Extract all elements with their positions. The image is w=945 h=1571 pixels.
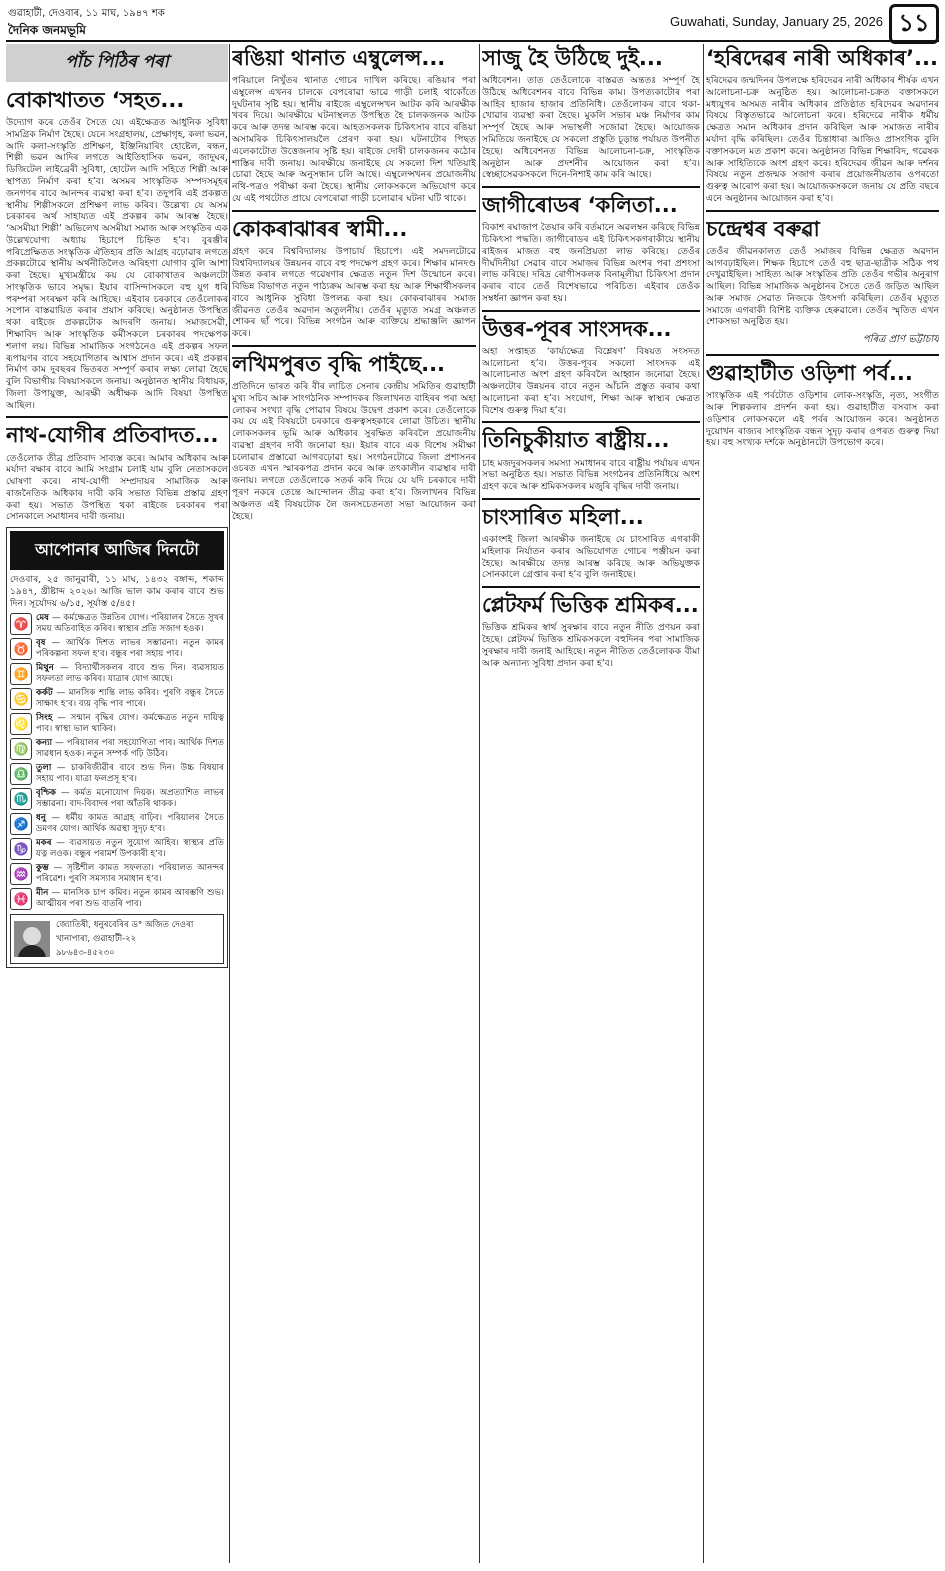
article-body: সাংস্কৃতিক এই পৰ্বটোত ওড়িশাৰ লোক-সংস্কৃতি, নৃত্য, সংগীত আৰু শিল্পকলাৰ প্ৰদৰ্শন কৰা হয়। গুৱাহাটীত বসবাস কৰা ওড়িশাৰ লোকসকলে এই পৰ্বৰ আয়োজন কৰে। অনুষ্ঠানত দুয়োখন ৰাজ্যৰ সাংস্কৃতিক বন্ধন সুদৃঢ় কৰাৰ ওপৰত গুৰুত্ব দিয়া হয়। বহু সংখ্যক দৰ্শকে অনুষ্ঠানটো উপভোগ কৰে। — [706, 390, 939, 449]
separator — [482, 310, 700, 312]
rashi-item: ♎ তুলা — চাকৰিজীৱীৰ বাবে শুভ দিন। উচ্চ বিষয়াৰ সহায় পাব। যাত্ৰা ফলপ্ৰসূ হ’ব। — [10, 763, 224, 785]
separator — [706, 354, 939, 356]
separator — [706, 210, 939, 212]
rashi-text: সন্মান বৃদ্ধিৰ যোগ। কৰ্মক্ষেত্ৰত নতুন দায়িত্ব পাব। স্বাস্থ্য ভাল থাকিব। — [36, 713, 224, 734]
zodiac-icon: ♌ — [10, 713, 32, 735]
rashi-name: ধনু — [36, 813, 46, 824]
article-headline: গুৱাহাটীত ওড়িশা পৰ্ব... — [706, 361, 913, 386]
zodiac-icon: ♏ — [10, 788, 32, 810]
article-body: তেওঁৰ জীৱনকালত তেওঁ সমাজৰ বিভিন্ন ক্ষেত্ৰত অৱদান আগবঢ়াইছিল। শিক্ষক হিচাপে তেওঁ বহু ছাত্ৰ-ছাত্ৰীক সঠিক পথ দেখুৱাইছিল। সাহিত্য আৰু সংস্কৃতিৰ প্ৰতি তেওঁৰ গভীৰ অনুৰাগ আছিল। বিভিন্ন সামাজিক অনুষ্ঠানৰ সৈতে তেওঁ জড়িত আছিল আৰু সমাজ সেৱাত নিজকে উৎসৰ্গা কৰিছিল। তেওঁৰ মৃত্যুত সমাজে এগৰাকী বিশিষ্ট ব্যক্তিক হেৰুৱালে। তেওঁৰ স্মৃতিত এখন শোকসভা অনুষ্ঠিত হয়। — [706, 245, 939, 328]
zodiac-icon: ♉ — [10, 638, 32, 660]
zodiac-icon: ♋ — [10, 688, 32, 710]
rashi-text: মানসিক চাপ কমিব। নতুন কামৰ আৰম্ভণি শুভ। আত্মীয়ৰ পৰা শুভ বাতৰি পাব। — [36, 888, 224, 909]
header-date-left: গুৱাহাটী, দেওবাৰ, ১১ মাঘ, ১৯৪৭ শক — [8, 8, 165, 19]
separator — [482, 498, 700, 500]
rashi-text: চাকৰিজীৱীৰ বাবে শুভ দিন। উচ্চ বিষয়াৰ সহায় পাব। যাত্ৰা ফলপ্ৰসূ হ’ব। — [36, 763, 224, 784]
separator — [232, 345, 476, 347]
rashi-text: আৰ্থিক দিশত লাভৰ সম্ভাৱনা। নতুন কামৰ পৰিকল্পনা সফল হ’ব। বন্ধুৰ পৰা সহায় পাব। — [36, 638, 224, 659]
article-headline: বোকাখাতত ‘সহত... — [6, 88, 185, 112]
article-body: প্ৰতিদিনে ভাৰত কৰি বীৰ লাচিত সেনাৰ কেন্দ্ৰীয় সমিতিৰ গুৱাহাটী মুখ্য সচিব আৰু সাংগঠনিক সম্পাদকৰ জিলাখনত বাহিৰৰ পৰা অহা লোকৰ সংখ্যা বৃদ্ধি পোৱাৰ বিষয়ে উদ্বেগ প্ৰকাশ কৰে। তেওঁলোকে কয় যে এই বিষয়টো চৰকাৰে গুৰুত্বসহকাৰে লোৱা উচিত। স্থানীয় লোকসকলৰ ভূমি আৰু অধিকাৰ সুৰক্ষিত কৰিবলৈ প্ৰয়োজনীয় ব্যৱস্থা গ্ৰহণৰ দাবী জনোৱা হয়। ইয়াৰ বাবে এক বিশেষ সমীক্ষা চলোৱাৰ প্ৰস্তাৱো আগবঢ়োৱা হয়। সংগঠনটোৱে জিলা প্ৰশাসনৰ ওচৰত এখন স্মাৰকপত্ৰ প্ৰদান কৰে আৰু তৎকালীন ব্যৱস্থাৰ দাবী জনায়। লগতে তেওঁলোকে সতৰ্ক কৰি দিয়ে যে যদি চৰকাৰে দাবী পূৰণ নকৰে তেন্তে আন্দোলন তীব্ৰ কৰা হ’ব। জিলাখনৰ বিভিন্ন অঞ্চলত এই বিষয়টোক লৈ জনসচেতনতা সভা আয়োজন কৰা হৈছে। — [232, 381, 476, 522]
article-body: উদ্যোগ কৰে তেওঁৰ সৈতে যে। এইক্ষেত্ৰত আধুনিক সুবিধা সামগ্ৰিক নিৰ্মাণ হৈছে। যেনে সংগ্ৰহালয়, প্ৰেক্ষাগৃহ, কলা ভৱন, আদি কলা-সংস্কৃতি প্ৰশিক্ষণ, ইঞ্জিনিয়াৰিং হোষ্টেল, ৰন্ধন, শিল্পী ভৱন আদিৰ লগতে আইতিহাসিক ভৱন, জাদুঘৰ, ডিজিটেল লাইব্ৰেৰী সুবিধা, হোটেল আদি সহিতে শিল্পী আৰু স্থাপত্য নিৰ্মাণ কৰা হ’ব। অসমৰ সাংস্কৃতিক সম্পদসমূহৰ জনগণৰ বাবে আনন্দৰ ব্যৱস্থা কৰা হ’ব। তদুপৰি এই প্ৰকল্পত স্থানীয় শিল্পীসকলে প্ৰশিক্ষণ লাভ কৰিব। উল্লেখ্য যে অসম চৰকাৰৰ অৰ্থ সাহায্যত এই প্ৰকল্পৰ কাম আৰম্ভ হৈছে। ‘অসমীয়া শিল্পী’ অভিলেখ অসমীয়া সমাজ আৰু সংস্কৃতিৰ এক উল্লেখযোগ্য অধ্যায় হিচাপে চিহ্নিত হ’ব। বুৰঞ্জীৰ পৰিপ্ৰেক্ষিতত সংস্কৃতিক ঐতিহ্যৰ প্ৰতি আগ্ৰহ বঢ়োৱাৰ লগতে প্ৰকল্পটোৱে স্থানীয় অৰ্থনীতিলৈও অৰিহণা যোগাব বুলি আশা কৰা হৈছে। মুখ্যমন্ত্ৰীয়ে কয় যে বোকাখাতৰ অঞ্চলটো সাংস্কৃতিক ভাবে সমৃদ্ধ। ইয়াৰ বাসিন্দাসকলে বহু যুগ ধৰি পৰম্পৰা সংৰক্ষণ কৰি আহিছে। এইবাৰ চৰকাৰে তেওঁলোকৰ সপোন বাস্তৱায়িত কৰাৰ প্ৰয়াস কৰিছে। অনুষ্ঠানত উপস্থিত থকা ৰাইজে প্ৰকল্পটোক আদৰণি জনায়। সমাজসেৱী, শিক্ষাবিদ আৰু সাংস্কৃতিক কৰ্মীসকলে চৰকাৰৰ পদক্ষেপক শলাগ লয়। বিভিন্ন সামাজিক সংগঠনেও এই প্ৰকল্পৰ সফল ৰূপায়ণৰ বাবে সহযোগিতাৰ আশ্বাস প্ৰদান কৰে। এই প্ৰকল্পৰ নিৰ্মাণ কাম দুবছৰৰ ভিতৰত সম্পূৰ্ণ কৰাৰ লক্ষ্য লোৱা হৈছে বুলি বিভাগীয় বিষয়াসকলে জনায়। অনুষ্ঠানত স্থানীয় বিধায়ক, জিলা উপায়ুক্ত, আৰক্ষী অধীক্ষক আদি বিষয়া উপস্থিত আছিল। — [6, 117, 228, 411]
column-4 — [706, 44, 939, 1563]
rashi-item: ♈ মেষ — কৰ্মক্ষেত্ৰত উন্নতিৰ যোগ। পৰিয়ালৰ সৈতে সুখৰ সময় অতিবাহিত কৰিব। স্বাস্থ্যৰ প্ৰতি সজাগ হওক। — [10, 613, 224, 635]
article-headline: কোকৰাঝাৰৰ স্বামী... — [232, 216, 408, 241]
header-rule — [6, 40, 939, 42]
article-body: পৰিয়ালে নিখুঁতৰ থানাত গোচৰ দাখিল কৰিছে। ৰঙিয়াৰ পৰা এম্বুলেন্স এখনৰ চালকে বেপৰোৱা ভাৱে গাড়ী চলাই থাকোঁতে দুৰ্ঘটনাৰ সৃষ্টি হয়। স্থানীয় ৰাইজে এম্বুলেন্সখন আটক কৰি আৰক্ষীক খবৰ দিয়ে। আৰক্ষীয়ে ঘটনাস্থলত উপস্থিত হৈ চালকজনক আটক কৰে আৰু তদন্ত আৰম্ভ কৰে। আহতসকলক চিকিৎসাৰ বাবে ৰঙিয়া অসামৰিক চিকিৎসালয়লৈ প্ৰেৰণ কৰা হয়। ঘটনাটোৰ পিছত এলেকাটোত উত্তেজনাৰ সৃষ্টি হয়। ৰাইজে দোষী চালকজনৰ কঠোৰ শাস্তিৰ দাবী জনায়। আৰক্ষীয়ে জনাইছে যে সকলো দিশ খতিয়াই চোৱা হৈছে আৰু অনুসন্ধান চলি আছে। এম্বুলেন্সখনৰ প্ৰয়োজনীয় নথি-পত্ৰও পৰীক্ষা কৰা হৈছে। স্থানীয় লোকসকলে অভিযোগ কৰে যে এই পথটোত প্ৰায়ে বেপৰোৱা গাড়ী চলোৱাৰ ঘটনা ঘটি থাকে। — [232, 75, 476, 204]
paper-name: দৈনিক জনমভূমি — [8, 23, 86, 37]
rashi-item: ♊ মিথুন — বিদ্যাৰ্থীসকলৰ বাবে শুভ দিন। ব্যৱসায়ত সফলতা লাভ কৰিব। যাত্ৰাৰ যোগ আছে। — [10, 663, 224, 685]
header-date-right: Guwahati, Sunday, January 25, 2026 — [670, 14, 883, 29]
article-body: ভিত্তিক শ্ৰমিকৰ স্বাৰ্থ সুৰক্ষাৰ বাবে নতুন নীতি প্ৰণয়ন কৰা হৈছে। প্লেটফৰ্ম ভিত্তিক শ্ৰমিকসকলে বহুদিনৰ পৰা সামাজিক সুৰক্ষাৰ দাবী জনাই আহিছে। নতুন নীতিত তেওঁলোকক বীমা আৰু অন্যান্য সুবিধা প্ৰদান কৰা হ’ব। — [482, 622, 700, 669]
article-author: পৰিত্ৰ প্ৰাণ ভট্টাচাৰ্য — [862, 334, 939, 346]
article-headline: চাংসাৰিত মহিলা... — [482, 504, 644, 529]
article-headline: সাজু হৈ উঠিছে দুই... — [482, 46, 663, 70]
zodiac-icon: ♒ — [10, 863, 32, 885]
astrologer-box — [10, 914, 224, 964]
article-headline: জাগীৰোডৰ ‘কলিতা... — [482, 193, 678, 218]
rashi-item: ♍ কন্যা — পৰিয়ালৰ পৰা সহযোগিতা পাব। আৰ্থিক দিশত সাৱধান হওক। নতুন সম্পৰ্ক গঢ়ি উঠিব। — [10, 738, 224, 760]
article-headline: চন্দ্ৰেশ্বৰ বৰুৱা — [706, 216, 820, 241]
rashi-name: মিথুন — [36, 663, 54, 674]
separator — [482, 421, 700, 423]
zodiac-icon: ♊ — [10, 663, 32, 685]
article-headline: তিনিচুকীয়াত ৰাষ্ট্ৰীয়... — [482, 428, 670, 453]
rashi-text: ধৰ্মীয় কামত আগ্ৰহ বাঢ়িব। পৰিয়ালৰ সৈতে ভ্ৰমণৰ যোগ। আৰ্থিক অৱস্থা সুদৃঢ় হ’ব। — [36, 813, 224, 834]
separator — [232, 210, 476, 212]
rashi-text: কৰ্মত মনোযোগ দিয়ক। অপ্ৰত্যাশিত লাভৰ সম্ভাৱনা। বাদ-বিবাদৰ পৰা আঁতৰি থাকক। — [36, 788, 224, 809]
rashi-item: ♒ কুম্ভ — সৃষ্টিশীল কামত সফলতা। পৰিয়ালত আনন্দৰ পৰিৱেশ। পুৰণি সমস্যাৰ সমাধান হ’ব। — [10, 863, 224, 885]
article-body: অহা সপ্তাহত ‘কাৰ্য্যক্ষেত্ৰ বিশ্লেষণ’ বিষয়ত সংসদত আলোচনা হ’ব। উত্তৰ-পূবৰ সকলো সাংসদক এই আলোচনাত অংশ গ্ৰহণ কৰিবলৈ আহ্বান জনোৱা হৈছে। অঞ্চলটোৰ উন্নয়নৰ বাবে নতুন আঁচনি প্ৰস্তুত কৰাৰ কথা আলোচনা কৰা হ’ব। সংযোগ, শিক্ষা আৰু স্বাস্থ্যৰ ক্ষেত্ৰত বিশেষ গুৰুত্ব দিয়া হ’ব। — [482, 345, 700, 416]
zodiac-icon: ♍ — [10, 738, 32, 760]
rashi-name: সিংহ — [36, 713, 53, 724]
rashi-name: বৃষ — [36, 638, 46, 649]
rashi-text: পৰিয়ালৰ পৰা সহযোগিতা পাব। আৰ্থিক দিশত সাৱধান হওক। নতুন সম্পৰ্ক গঢ়ি উঠিব। — [36, 738, 224, 759]
separator — [6, 416, 228, 418]
column-divider — [703, 44, 704, 1563]
rashi-item: ♓ মীন — মানসিক চাপ কমিব। নতুন কামৰ আৰম্ভণি শুভ। আত্মীয়ৰ পৰা শুভ বাতৰি পাব। — [10, 888, 224, 910]
column-2 — [232, 44, 476, 1563]
article-body: একাংশই জিলা আৰক্ষীক জনাইছে যে চাংসাৰিত এগৰাকী মহিলাক নিৰ্যাতন কৰাৰ অভিযোগত গোচৰ পঞ্জীয়ন কৰা হৈছে। আৰক্ষীয়ে তদন্ত আৰম্ভ কৰিছে আৰু অভিযুক্তক সোনকালে গ্ৰেপ্তাৰ কৰা হ’ব বুলি জনাইছে। — [482, 534, 700, 581]
rashi-name: বৃশ্চিক — [36, 788, 57, 799]
article-body: হৰিদেৱৰ জন্মদিনৰ উপলক্ষে হৰিদেৱৰ নাৰী অধিকাৰ শীৰ্ষক এখন আলোচনা-চক্ৰ অনুষ্ঠিত হয়। আলোচনা-চক্ৰত বক্তাসকলে মধ্যযুগৰ অসমত নাৰীৰ অধিকাৰ প্ৰতিষ্ঠাত হৰিদেৱৰ অৱদানৰ বিষয়ে বিস্তৃতভাৱে আলোচনা কৰে। হৰিদেৱে নাৰীক ধৰ্মীয় ক্ষেত্ৰত সমান অধিকাৰ প্ৰদান কৰিছিল আৰু সমাজত নাৰীৰ মৰ্যাদা বৃদ্ধি কৰিছিল। তেওঁৰ চিন্তাধাৰা আজিও প্ৰাসংগিক বুলি বক্তাসকলে মত প্ৰকাশ কৰে। অনুষ্ঠানত বিভিন্ন শিক্ষাবিদ, গৱেষক আৰু সাহিত্যিকে অংশ গ্ৰহণ কৰে। হৰিদেৱৰ জীৱন আৰু দৰ্শনৰ বিষয়ে নতুন প্ৰজন্মক সজাগ কৰাৰ প্ৰয়োজনীয়তাৰ ওপৰতো গুৰুত্ব আৰোপ কৰা হয়। আয়োজকসকলে জনায় যে প্ৰতি বছৰে এনে অনুষ্ঠানৰ আয়োজন কৰা হ’ব। — [706, 75, 939, 204]
rashi-name: কৰ্কট — [36, 688, 53, 699]
column-3 — [482, 44, 700, 1563]
astrologer-name: জ্যোতিষী, ধনুৰবেৰিৰ ড° অজিত দেওৰা — [56, 920, 194, 931]
article-headline: নাথ-যোগীৰ প্ৰতিবাদত... — [6, 423, 219, 448]
rashi-item: ♋ কৰ্কট — মানসিক শান্তি লাভ কৰিব। পুৰণি বন্ধুৰ সৈতে সাক্ষাৎ হ’ব। ব্যয় বৃদ্ধি পাব পাৰে। — [10, 688, 224, 710]
zodiac-icon: ♎ — [10, 763, 32, 785]
article-headline: ৰঙিয়া থানাত এম্বুলেন্স... — [232, 46, 446, 70]
zodiac-icon: ♓ — [10, 888, 32, 910]
rashi-name: মেষ — [36, 613, 49, 624]
article-headline: ‘হৰিদেৱৰ নাৰী অধিকাৰ’... — [706, 46, 938, 70]
article-body: অধিবেশন। তাত তেওঁলোকে বাস্তৱত অন্ততঃ সম্পূৰ্ণ হৈ উঠিছে অধিবেশনৰ বাবে বিভিন্ন কাম। উপত্যকাটোৰ পৰা আহিব হাজাৰ হাজাৰ প্ৰতিনিধি। তেওঁলোকৰ বাবে থকা-খোৱাৰ ব্যৱস্থা কৰা হৈছে। মুকলি সভাৰ মঞ্চ নিৰ্মাণৰ কাম সম্পূৰ্ণ হৈছে আৰু সভাস্থলী সজোৱা হৈছে। আয়োজক সমিতিয়ে জনাইছে যে সকলো প্ৰস্তুতি চূড়ান্ত পৰ্যায়ত উপনীত হৈছে। অধিবেশনত বিভিন্ন আলোচনা-চক্ৰ, সাংস্কৃতিক অনুষ্ঠান আৰু প্ৰদৰ্শনীৰ আয়োজন কৰা হ’ব। স্বেচ্ছাসেৱকসকলে দিনে-নিশাই কাম কৰি আছে। — [482, 75, 700, 181]
panjika-text: দেওবাৰ, ২৫ জানুৱাৰী, ১১ মাঘ, ১৪৩২ বঙ্গাব্দ, শকাব্দ ১৯৪৭, খ্ৰীষ্টাব্দ ২০২৬। আজি ভাল কাম কৰাৰ বাবে শুভ দিন। সূৰ্যোদয় ৬/১৫, সূৰ্যাস্ত ৫/৪৫। — [10, 574, 224, 609]
horoscope-heading: আপোনাৰ আজিৰ দিনটো — [10, 531, 224, 570]
rashi-item: ♏ বৃশ্চিক — কৰ্মত মনোযোগ দিয়ক। অপ্ৰত্যাশিত লাভৰ সম্ভাৱনা। বাদ-বিবাদৰ পৰা আঁতৰি থাকক। — [10, 788, 224, 810]
rashi-name: কন্যা — [36, 738, 53, 749]
rashi-item: ♑ মকৰ — ব্যৱসায়ত নতুন সুযোগ আহিব। স্বাস্থ্যৰ প্ৰতি যত্ন লওক। বন্ধুৰ পৰামৰ্শ উপকাৰী হ’ব। — [10, 838, 224, 860]
article-headline: উত্তৰ-পূবৰ সাংসদক... — [482, 316, 672, 341]
rashi-item: ♌ সিংহ — সন্মান বৃদ্ধিৰ যোগ। কৰ্মক্ষেত্ৰত নতুন দায়িত্ব পাব। স্বাস্থ্য ভাল থাকিব। — [10, 713, 224, 735]
page-number: ১১ — [889, 4, 939, 44]
separator — [482, 586, 700, 588]
astrologer-photo — [14, 921, 50, 957]
rashi-name: কুম্ভ — [36, 863, 49, 874]
rashi-text: মানসিক শান্তি লাভ কৰিব। পুৰণি বন্ধুৰ সৈতে সাক্ষাৎ হ’ব। ব্যয় বৃদ্ধি পাব পাৰে। — [36, 688, 224, 709]
rashi-text: কৰ্মক্ষেত্ৰত উন্নতিৰ যোগ। পৰিয়ালৰ সৈতে সুখৰ সময় অতিবাহিত কৰিব। স্বাস্থ্যৰ প্ৰতি সজাগ হওক। — [36, 613, 224, 634]
zodiac-icon: ♐ — [10, 813, 32, 835]
astrologer-phone: ৯৮৬৪৩-৪৫২৩০ — [56, 948, 115, 959]
rashi-text: ব্যৱসায়ত নতুন সুযোগ আহিব। স্বাস্থ্যৰ প্ৰতি যত্ন লওক। বন্ধুৰ পৰামৰ্শ উপকাৰী হ’ব। — [36, 838, 224, 859]
rashi-name: মীন — [36, 888, 49, 899]
article-body: বিকাশ ৰঘাজাপ তৈয়াৰ কৰি বৰ্তমানে অৱলম্বন কৰিছে বিভিন্ন চিকিৎসা পদ্ধতি। জাগীৰোডৰ এই চিকিৎসকগৰাকীয়ে স্থানীয় ৰাইজৰ মাজত বহু জনপ্ৰিয়তা লাভ কৰিছে। তেওঁৰ দীৰ্ঘদিনীয়া সেৱাৰ বাবে সমাজৰ বিভিন্ন অংশৰ পৰা প্ৰশংসা লাভ কৰিছে। দৰিদ্ৰ ৰোগীসকলক বিনামূলীয়া চিকিৎসা প্ৰদান কৰাৰ বাবে তেওঁ বিশেষভাৱে পৰিচিত। এইবাৰ তেওঁক সম্বৰ্ধনা জ্ঞাপন কৰা হয়। — [482, 222, 700, 304]
separator — [482, 186, 700, 188]
rashi-item: ♐ ধনু — ধৰ্মীয় কামত আগ্ৰহ বাঢ়িব। পৰিয়ালৰ সৈতে ভ্ৰমণৰ যোগ। আৰ্থিক অৱস্থা সুদৃঢ় হ’ব। — [10, 813, 224, 835]
zodiac-icon: ♑ — [10, 838, 32, 860]
column-divider — [229, 44, 230, 1563]
rashi-text: সৃষ্টিশীল কামত সফলতা। পৰিয়ালত আনন্দৰ পৰিৱেশ। পুৰণি সমস্যাৰ সমাধান হ’ব। — [36, 863, 224, 884]
article-headline: লখিমপুৰত বৃদ্ধি পাইছে... — [232, 351, 446, 376]
article-body: গ্ৰহণ কৰে বিশ্ববিদ্যালয় উপাচাৰ্য হিচাপে। এই সমদলটোৱে বিশ্ববিদ্যালয়ৰ উন্নয়নৰ বাবে বহু পদক্ষেপ গ্ৰহণ কৰে। শিক্ষাৰ মানদণ্ড উন্নত কৰাৰ লগতে গৱেষণাৰ ক্ষেত্ৰত নতুন দিশ উন্মোচন কৰে। বিভিন্ন বিভাগত নতুন পাঠ্যক্ৰম আৰম্ভ কৰা হয় আৰু শিক্ষাৰ্থীসকলৰ বাবে আধুনিক সুবিধা উপলব্ধ কৰা হয়। কোকৰাঝাৰৰ সমাজ জীৱনত তেওঁৰ অৱদান অতুলনীয়। তেওঁৰ মৃত্যুত সমগ্ৰ অঞ্চলত শোকৰ ছাঁ পৰে। বিভিন্ন সংগঠন আৰু ব্যক্তিয়ে শ্ৰদ্ধাঞ্জলি জ্ঞাপন কৰে। — [232, 245, 476, 340]
article-body: তেওঁলোক তীব্ৰ প্ৰতিবাদ সাব্যস্ত কৰে। আমাৰ অধিকাৰ আৰু মৰ্যাদা ৰক্ষাৰ বাবে আমি সংগ্ৰাম চলাই যাম বুলি নেতাসকলে ঘোষণা কৰে। নাথ-যোগী সম্প্ৰদায়ৰ সামাজিক আৰু ৰাজনৈতিক অধিকাৰ দাবী কৰি সভাত বিভিন্ন প্ৰস্তাৱ গ্ৰহণ কৰা হয়। সভাত উপস্থিত থকা ৰাইজে চৰকাৰৰ পৰা সোনকালে সমাধানৰ দাবী জনায়। — [6, 452, 228, 523]
column-divider — [479, 44, 480, 1563]
rashi-name: তুলা — [36, 763, 52, 774]
zodiac-icon: ♈ — [10, 613, 32, 635]
rashi-item: ♉ বৃষ — আৰ্থিক দিশত লাভৰ সম্ভাৱনা। নতুন কামৰ পৰিকল্পনা সফল হ’ব। বন্ধুৰ পৰা সহায় পাব। — [10, 638, 224, 660]
rashi-name: মকৰ — [36, 838, 52, 849]
section-title: পাঁচ পিঠিৰ পৰা — [6, 44, 228, 82]
article-headline: প্লেটফৰ্ম ভিত্তিক শ্ৰমিকৰ... — [482, 593, 699, 618]
astrologer-address: খানাপাৰা, গুৱাহাটী-২২ — [56, 934, 137, 945]
rashi-text: বিদ্যাৰ্থীসকলৰ বাবে শুভ দিন। ব্যৱসায়ত সফলতা লাভ কৰিব। যাত্ৰাৰ যোগ আছে। — [36, 663, 224, 684]
article-body: চাহ মজদুৰসকলৰ সমস্যা সমাধানৰ বাবে ৰাষ্ট্ৰীয় পৰ্যায়ৰ এখন সভা অনুষ্ঠিত হয়। সভাত বিভিন্ন সংগঠনৰ প্ৰতিনিধিয়ে অংশ গ্ৰহণ কৰে আৰু শ্ৰমিকসকলৰ মজুৰি বৃদ্ধিৰ দাবী জনায়। — [482, 457, 700, 493]
horoscope-box — [6, 527, 228, 968]
column-1 — [6, 44, 228, 1563]
